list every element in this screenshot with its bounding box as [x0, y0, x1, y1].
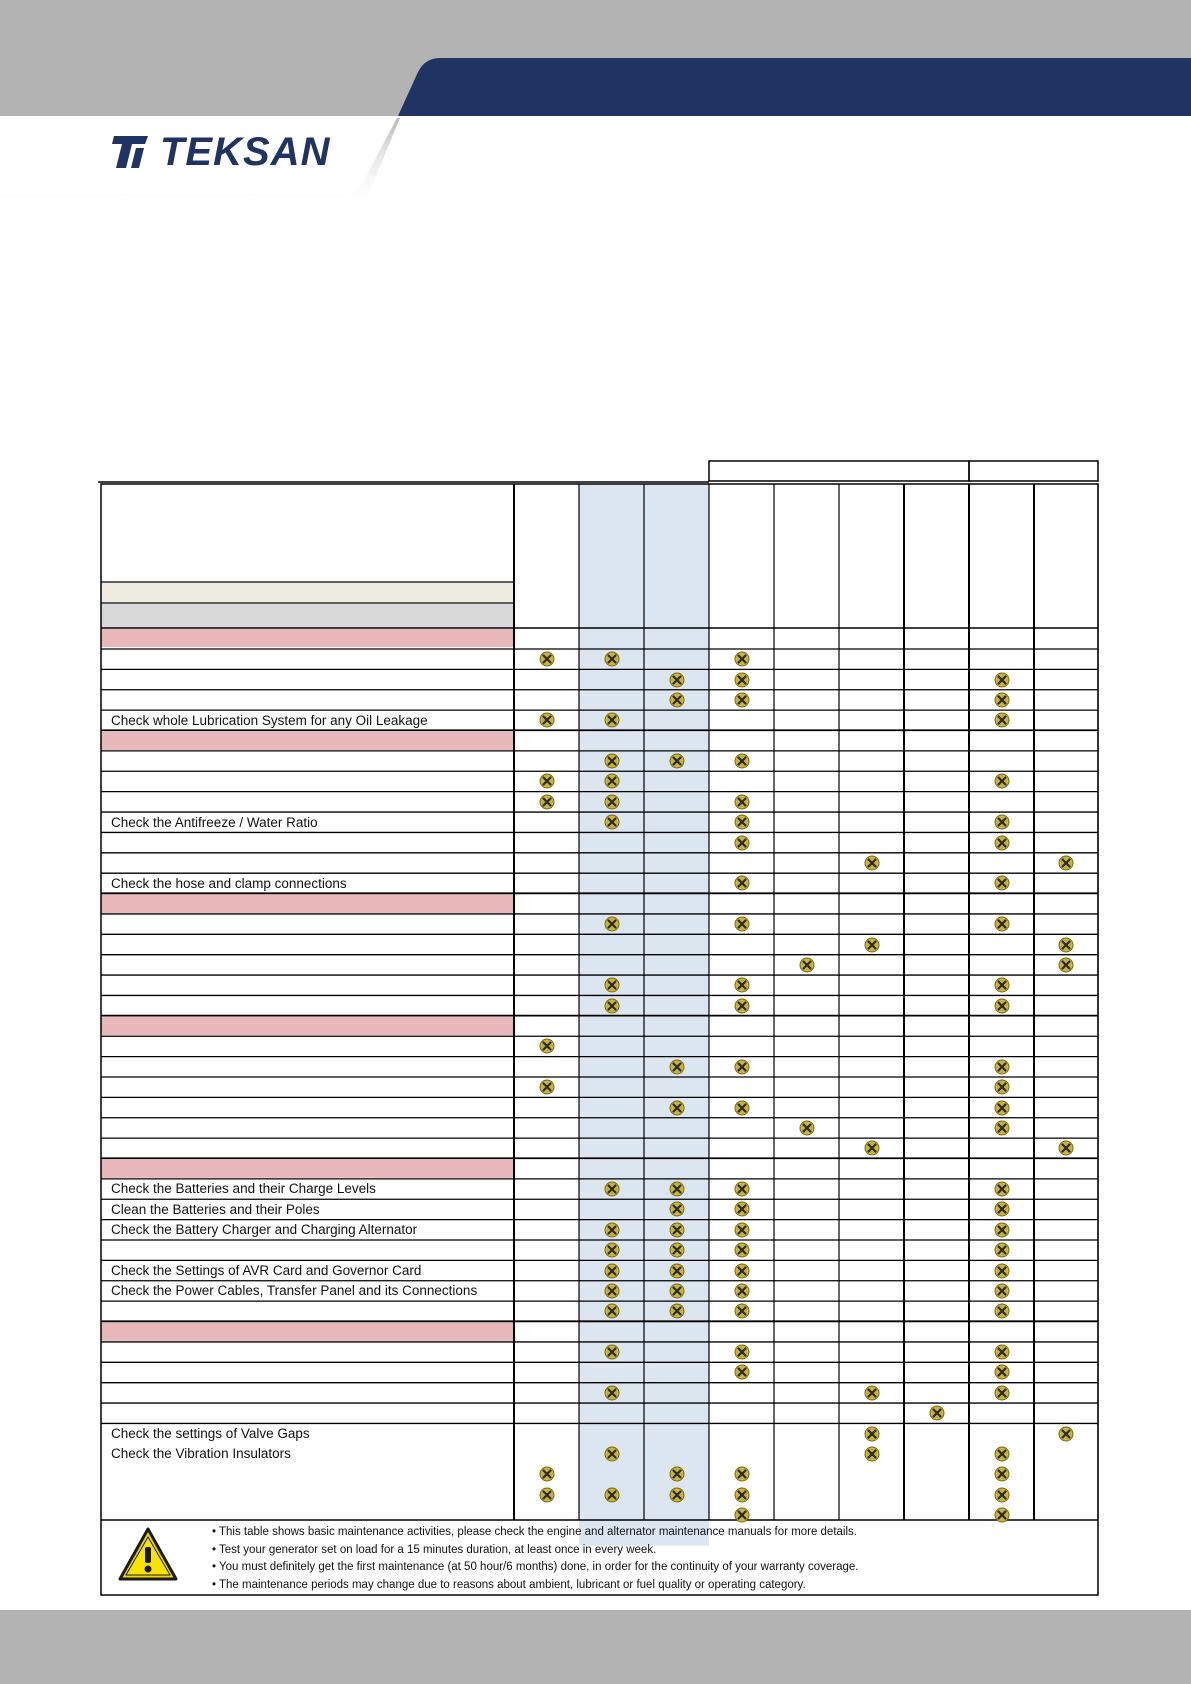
- task-label: Check the Power Cables, Transfer Panel and its Connections: [111, 1283, 478, 1299]
- task-label: Check the Batteries and their Charge Levels: [111, 1181, 376, 1197]
- wrench-mark-icon: [994, 977, 1010, 993]
- wrench-mark-icon: [734, 1364, 750, 1380]
- wrench-mark-icon: [734, 916, 750, 932]
- wrench-mark-icon: [994, 1466, 1010, 1482]
- wrench-mark-icon: [994, 1120, 1010, 1136]
- wrench-mark-icon: [994, 1446, 1010, 1462]
- wrench-mark-icon: [734, 1507, 750, 1523]
- section-header-cell: [101, 629, 514, 647]
- section-header-cell: [101, 732, 514, 750]
- wrench-mark-icon: [539, 1487, 555, 1503]
- wrench-mark-icon: [669, 672, 685, 688]
- wrench-mark-icon: [994, 1100, 1010, 1116]
- wrench-mark-icon: [734, 1201, 750, 1217]
- wrench-mark-icon: [994, 1283, 1010, 1299]
- wrench-mark-icon: [539, 1079, 555, 1095]
- wrench-mark-icon: [734, 998, 750, 1014]
- wrench-mark-icon: [799, 957, 815, 973]
- wrench-mark-icon: [669, 692, 685, 708]
- wrench-mark-icon: [669, 1222, 685, 1238]
- wrench-mark-icon: [994, 773, 1010, 789]
- header-grey-row: [101, 604, 514, 628]
- bottom-band: [0, 1610, 1191, 1684]
- wrench-mark-icon: [539, 712, 555, 728]
- wrench-mark-icon: [994, 1507, 1010, 1523]
- task-label: Check the Battery Charger and Charging Alternator: [111, 1222, 418, 1238]
- section-header-cell: [101, 895, 514, 913]
- wrench-mark-icon: [669, 1487, 685, 1503]
- wrench-mark-icon: [1058, 937, 1074, 953]
- section-header-cell: [101, 1017, 514, 1035]
- wrench-mark-icon: [669, 1466, 685, 1482]
- wrench-mark-icon: [734, 651, 750, 667]
- wrench-mark-icon: [994, 1263, 1010, 1279]
- wrench-mark-icon: [669, 1263, 685, 1279]
- wrench-mark-icon: [994, 1059, 1010, 1075]
- header-group-box: [969, 461, 1098, 481]
- wrench-mark-icon: [1058, 855, 1074, 871]
- wrench-mark-icon: [669, 1059, 685, 1075]
- wrench-mark-icon: [864, 937, 880, 953]
- wrench-mark-icon: [539, 1038, 555, 1054]
- wrench-mark-icon: [539, 794, 555, 810]
- note-line: • You must definitely get the first maintenance (at 50 hour/6 months) done, in order for the continuity of your warranty coverage.: [212, 1561, 859, 1573]
- wrench-mark-icon: [669, 1201, 685, 1217]
- wrench-mark-icon: [994, 1079, 1010, 1095]
- wrench-mark-icon: [734, 1181, 750, 1197]
- wrench-mark-icon: [994, 1487, 1010, 1503]
- note-line: • The maintenance periods may change due to reasons about ambient, lubricant or fuel quality or operating category.: [212, 1578, 806, 1591]
- wrench-mark-icon: [734, 814, 750, 830]
- wrench-mark-icon: [994, 712, 1010, 728]
- wrench-mark-icon: [864, 1385, 880, 1401]
- task-label: Check whole Lubrication System for any Oil Leakage: [111, 712, 428, 728]
- wrench-mark-icon: [734, 753, 750, 769]
- wrench-mark-icon: [734, 1059, 750, 1075]
- task-label: Check the Vibration Insulators: [111, 1446, 291, 1462]
- wrench-mark-icon: [604, 1385, 620, 1401]
- wrench-mark-icon: [734, 794, 750, 810]
- wrench-mark-icon: [604, 753, 620, 769]
- header-group-box: [709, 461, 969, 481]
- wrench-mark-icon: [604, 651, 620, 667]
- task-label: Clean the Batteries and their Poles: [111, 1201, 320, 1217]
- wrench-mark-icon: [604, 773, 620, 789]
- wrench-mark-icon: [994, 1181, 1010, 1197]
- wrench-mark-icon: [994, 875, 1010, 891]
- wrench-mark-icon: [604, 1446, 620, 1462]
- wrench-mark-icon: [994, 814, 1010, 830]
- section-header-cell: [101, 1160, 514, 1178]
- wrench-mark-icon: [734, 977, 750, 993]
- wrench-mark-icon: [1058, 1140, 1074, 1156]
- wrench-mark-icon: [929, 1405, 945, 1421]
- wrench-mark-icon: [994, 692, 1010, 708]
- wrench-mark-icon: [994, 1242, 1010, 1258]
- wrench-mark-icon: [864, 1140, 880, 1156]
- task-label: Check the Antifreeze / Water Ratio: [111, 814, 318, 830]
- note-line: • This table shows basic maintenance activities, please check the engine and alternator maintenance manuals for more details.: [212, 1526, 857, 1538]
- wrench-mark-icon: [604, 1487, 620, 1503]
- wrench-mark-icon: [734, 875, 750, 891]
- wrench-mark-icon: [604, 998, 620, 1014]
- wrench-mark-icon: [799, 1120, 815, 1136]
- wrench-mark-icon: [994, 998, 1010, 1014]
- wrench-mark-icon: [539, 1466, 555, 1482]
- wrench-mark-icon: [864, 855, 880, 871]
- wrench-mark-icon: [994, 1344, 1010, 1360]
- wrench-mark-icon: [864, 1426, 880, 1442]
- wrench-mark-icon: [734, 1222, 750, 1238]
- wrench-mark-icon: [669, 1283, 685, 1299]
- wrench-mark-icon: [669, 1303, 685, 1319]
- wrench-mark-icon: [669, 1100, 685, 1116]
- wrench-mark-icon: [539, 773, 555, 789]
- header-beige-row: [101, 582, 514, 602]
- wrench-mark-icon: [604, 1181, 620, 1197]
- logo-text: TEKSAN: [160, 130, 331, 174]
- wrench-mark-icon: [669, 1181, 685, 1197]
- wrench-mark-icon: [734, 1100, 750, 1116]
- wrench-mark-icon: [734, 1466, 750, 1482]
- wrench-mark-icon: [994, 1201, 1010, 1217]
- wrench-mark-icon: [734, 692, 750, 708]
- notes-list: [212, 1524, 858, 1594]
- note-line: • Test your generator set on load for a 15 minutes duration, at least once in every week.: [212, 1543, 657, 1556]
- wrench-mark-icon: [994, 835, 1010, 851]
- wrench-mark-icon: [539, 651, 555, 667]
- wrench-mark-icon: [604, 916, 620, 932]
- wrench-mark-icon: [604, 1303, 620, 1319]
- wrench-mark-icon: [734, 1344, 750, 1360]
- wrench-mark-icon: [604, 1242, 620, 1258]
- wrench-mark-icon: [604, 1222, 620, 1238]
- wrench-mark-icon: [604, 794, 620, 810]
- warning-icon: [116, 1525, 180, 1585]
- wrench-mark-icon: [734, 1487, 750, 1503]
- wrench-mark-icon: [1058, 1426, 1074, 1442]
- wrench-mark-icon: [604, 1344, 620, 1360]
- wrench-mark-icon: [604, 814, 620, 830]
- wrench-mark-icon: [994, 1364, 1010, 1380]
- wrench-mark-icon: [734, 1303, 750, 1319]
- wrench-mark-icon: [604, 1283, 620, 1299]
- wrench-mark-icon: [734, 1263, 750, 1279]
- wrench-mark-icon: [994, 916, 1010, 932]
- wrench-mark-icon: [864, 1446, 880, 1462]
- wrench-mark-icon: [669, 1242, 685, 1258]
- wrench-mark-icon: [734, 1242, 750, 1258]
- wrench-mark-icon: [994, 672, 1010, 688]
- wrench-mark-icon: [994, 1222, 1010, 1238]
- wrench-mark-icon: [734, 835, 750, 851]
- task-label: Check the hose and clamp connections: [111, 875, 347, 891]
- wrench-mark-icon: [734, 672, 750, 688]
- task-label: Check the Settings of AVR Card and Governor Card: [111, 1262, 422, 1278]
- wrench-mark-icon: [669, 753, 685, 769]
- wrench-mark-icon: [604, 1263, 620, 1279]
- wrench-mark-icon: [1058, 957, 1074, 973]
- wrench-mark-icon: [604, 977, 620, 993]
- task-label: Check the settings of Valve Gaps: [111, 1425, 310, 1441]
- wrench-mark-icon: [994, 1303, 1010, 1319]
- wrench-mark-icon: [994, 1385, 1010, 1401]
- wrench-mark-icon: [604, 712, 620, 728]
- wrench-mark-icon: [734, 1283, 750, 1299]
- section-header-cell: [101, 1323, 514, 1341]
